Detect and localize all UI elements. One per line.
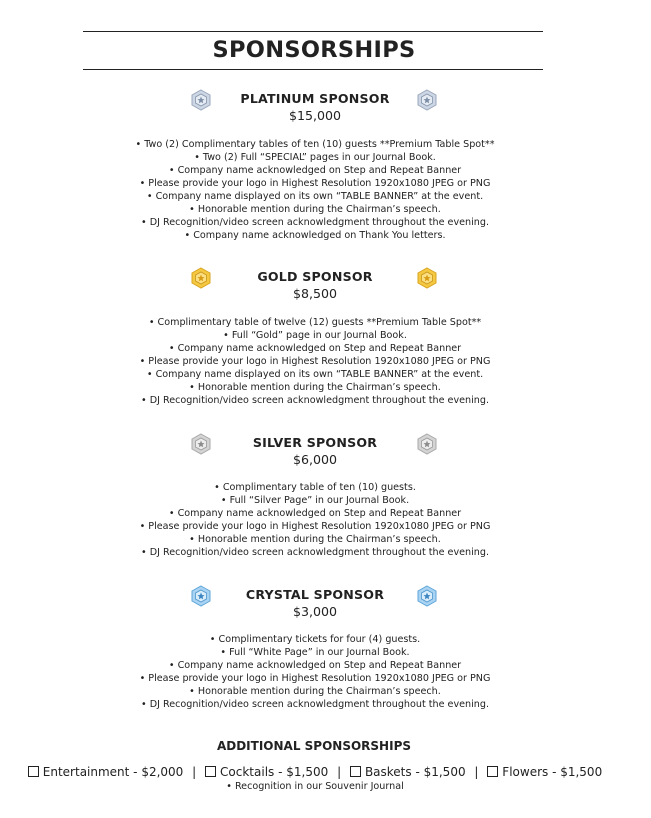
- benefit-item: • Full “White Page” in our Journal Book.: [0, 646, 630, 659]
- benefit-item: • Company name acknowledged on Step and Repeat Banner: [0, 659, 630, 672]
- benefit-list: [0, 481, 630, 559]
- tier-price: $6,000: [292, 452, 338, 467]
- benefit-item: • Company name displayed on its own “TABLE BANNER” at the event.: [0, 190, 630, 203]
- tier-name: PLATINUM SPONSOR: [240, 91, 390, 106]
- option-baskets[interactable]: [350, 765, 466, 779]
- separator: |: [474, 765, 479, 779]
- option-label: Baskets - $1,500: [364, 765, 466, 779]
- tier-name: CRYSTAL SPONSOR: [245, 587, 385, 602]
- benefit-item: • Honorable mention during the Chairman’s speech.: [0, 533, 630, 546]
- benefit-item: • Please provide your logo in Highest Resolution 1920x1080 JPEG or PNG: [0, 672, 630, 685]
- option-label: Flowers - $1,500: [502, 765, 603, 779]
- tier-gold: [0, 267, 630, 406]
- benefit-item: • Honorable mention during the Chairman’s speech.: [0, 203, 630, 216]
- additional-options: [0, 765, 630, 779]
- benefit-item: • DJ Recognition/video screen acknowledgment throughout the evening.: [0, 546, 630, 559]
- checkbox[interactable]: [205, 766, 216, 777]
- benefit-item: • Company name acknowledged on Step and Repeat Banner: [0, 507, 630, 520]
- benefit-item: • Honorable mention during the Chairman’s speech.: [0, 381, 630, 394]
- checkbox[interactable]: [28, 766, 39, 777]
- additional-sponsorships-title: ADDITIONAL SPONSORSHIPS: [216, 739, 412, 753]
- benefit-item: • Complimentary table of ten (10) guests.: [0, 481, 630, 494]
- benefit-list: [0, 316, 630, 407]
- benefit-item: • Please provide your logo in Highest Resolution 1920x1080 JPEG or PNG: [0, 355, 630, 368]
- benefit-item: • Honorable mention during the Chairman’s speech.: [0, 685, 630, 698]
- option-cocktails[interactable]: [205, 765, 328, 779]
- benefit-item: • Company name displayed on its own “TABLE BANNER” at the event.: [0, 368, 630, 381]
- checkbox[interactable]: [350, 766, 361, 777]
- tier-crystal: [0, 585, 630, 710]
- option-entertainment[interactable]: [28, 765, 184, 779]
- title-top-rule: [83, 31, 543, 32]
- benefit-list: [0, 138, 630, 242]
- benefit-item: • DJ Recognition/video screen acknowledgment throughout the evening.: [0, 216, 630, 229]
- benefit-item: • Two (2) Complimentary tables of ten (10) guests **Premium Table Spot**: [0, 138, 630, 151]
- benefit-item: • Two (2) Full “SPECIAL” pages in our Journal Book.: [0, 151, 630, 164]
- benefit-item: • Company name acknowledged on Step and Repeat Banner: [0, 342, 630, 355]
- tier-platinum: [0, 89, 630, 241]
- benefit-item: • Full “Gold” page in our Journal Book.: [0, 329, 630, 342]
- benefit-item: • Complimentary tickets for four (4) guests.: [0, 633, 630, 646]
- tier-silver: [0, 433, 630, 558]
- separator: |: [192, 765, 197, 779]
- separator: |: [337, 765, 342, 779]
- benefit-item: • Company name acknowledged on Thank You letters.: [0, 229, 630, 242]
- benefit-item: • Full “Silver Page” in our Journal Book.: [0, 494, 630, 507]
- option-flowers[interactable]: [487, 765, 602, 779]
- tier-price: $15,000: [288, 108, 342, 123]
- benefit-list: [0, 633, 630, 711]
- option-label: Entertainment - $2,000: [42, 765, 184, 779]
- benefit-item: • Complimentary table of twelve (12) guests **Premium Table Spot**: [0, 316, 630, 329]
- page-title: SPONSORSHIPS: [212, 37, 416, 63]
- benefit-item: • Please provide your logo in Highest Resolution 1920x1080 JPEG or PNG: [0, 177, 630, 190]
- tier-name: SILVER SPONSOR: [252, 435, 378, 450]
- tier-price: $8,500: [292, 286, 338, 301]
- tier-price: $3,000: [292, 604, 338, 619]
- benefit-item: • Company name acknowledged on Step and Repeat Banner: [0, 164, 630, 177]
- option-label: Cocktails - $1,500: [220, 765, 329, 779]
- souvenir-note: • Recognition in our Souvenir Journal: [0, 781, 630, 792]
- tier-name: GOLD SPONSOR: [257, 269, 373, 284]
- benefit-item: • Please provide your logo in Highest Resolution 1920x1080 JPEG or PNG: [0, 520, 630, 533]
- benefit-item: • DJ Recognition/video screen acknowledgment throughout the evening.: [0, 698, 630, 711]
- benefit-item: • DJ Recognition/video screen acknowledgment throughout the evening.: [0, 394, 630, 407]
- title-bottom-rule: [83, 69, 543, 70]
- checkbox[interactable]: [487, 766, 498, 777]
